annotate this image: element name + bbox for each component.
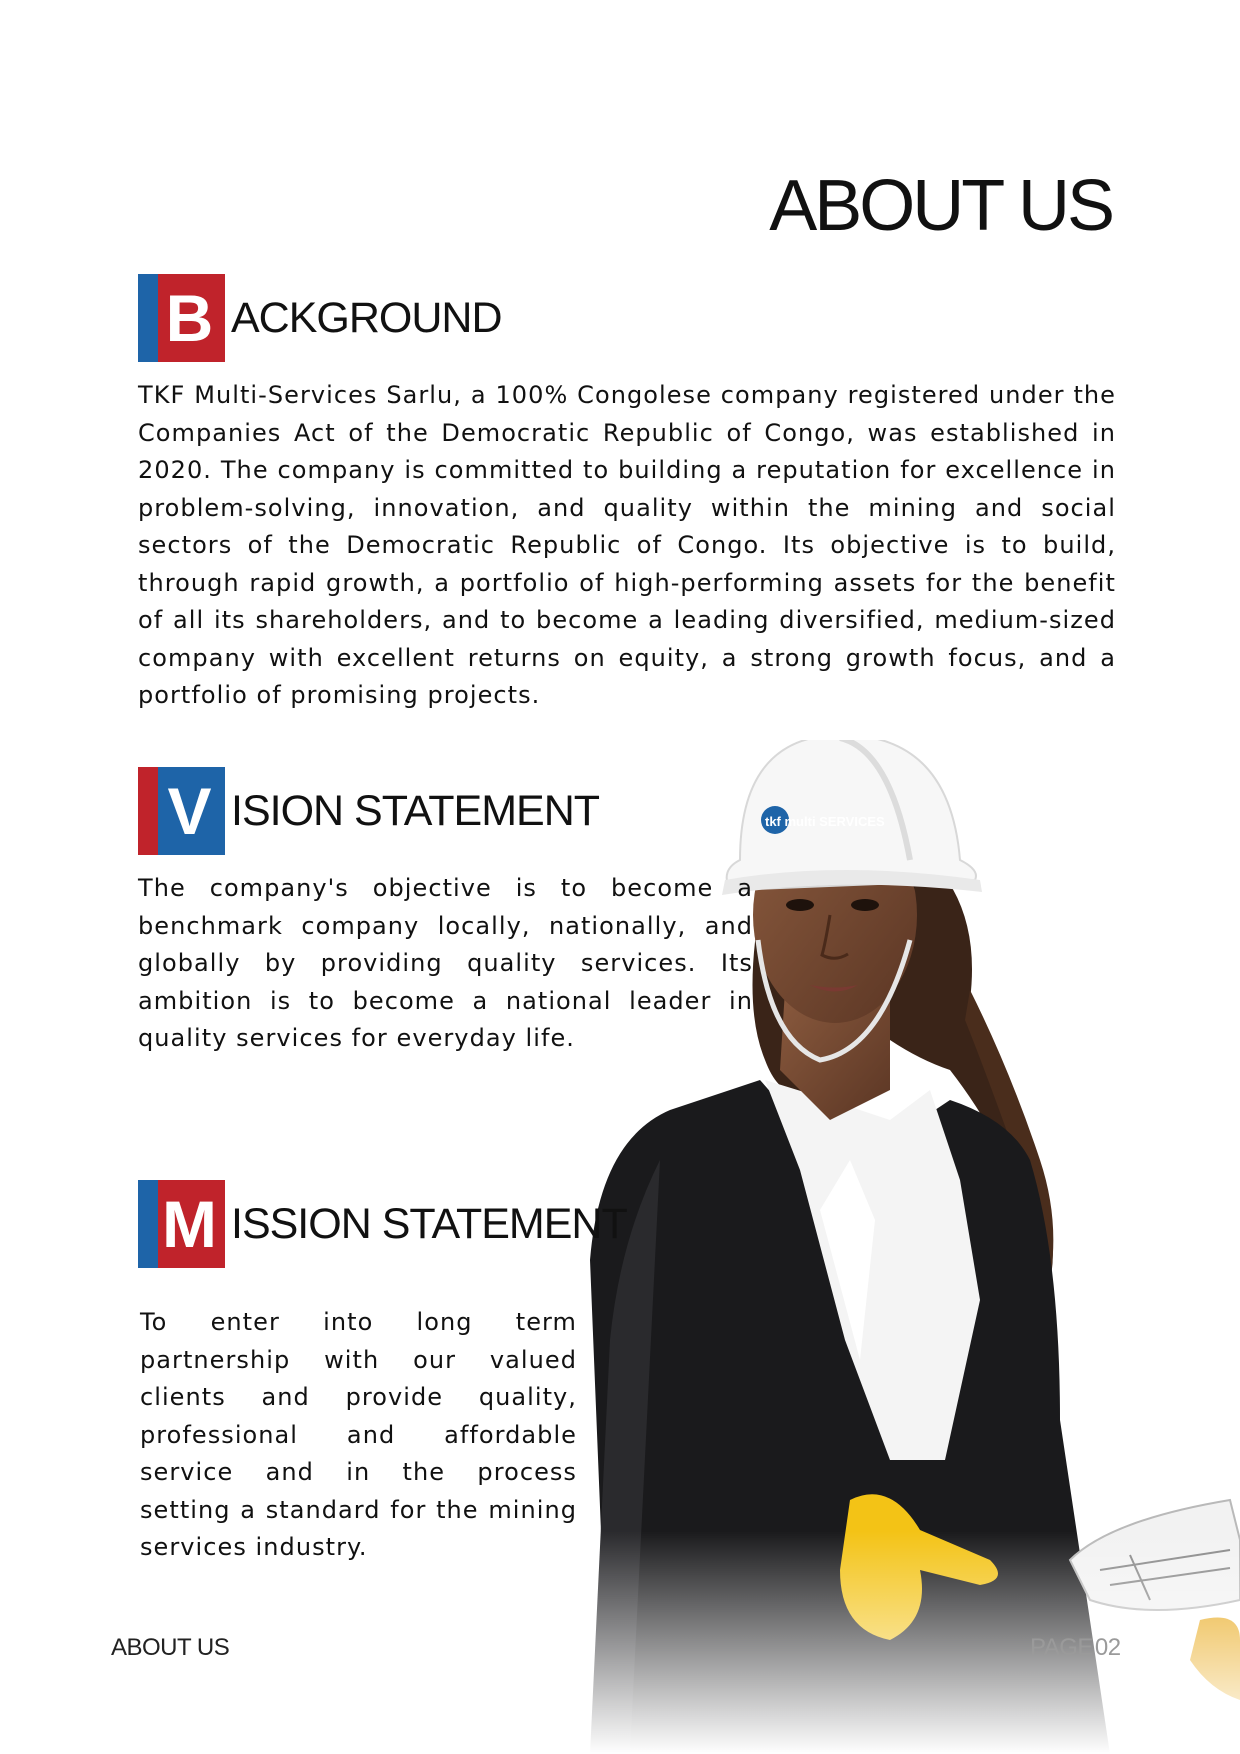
- mission-paragraph: To enter into long term partnership with our valued clients and provide quality, professional and affordable service and in the process setting a standard for the mining services industry.: [140, 1308, 577, 1561]
- page-word: PAGE: [1030, 1634, 1093, 1661]
- background-paragraph: TKF Multi-Services Sarlu, a 100% Congolese company registered under the Companies Act of the Democratic Republic of Congo, was established in 2020. The company is committed to building a reputation for excellence in problem-solving, innovation, and quality within the mining and social sectors of the Democratic Republic of Congo. Its objective is to build, through rapid growth, a portfolio of high-performing assets for the benefit of all its shareholders, and to become a leading diversified, medium-sized company with excellent returns on equity, a strong growth focus, and a portfolio of promising projects.: [138, 381, 1116, 709]
- page-number: [1030, 1634, 1121, 1662]
- vision-paragraph: The company's objective is to become a benchmark company locally, nationally, and globally by providing quality services. Its ambition is to become a national leader in quality services for everyday life.: [138, 874, 753, 1052]
- initial-badge-vision: [138, 767, 225, 855]
- section-heading-vision: [138, 767, 599, 855]
- initial-badge-mission: [138, 1180, 225, 1268]
- initial-letter: M: [162, 1187, 217, 1261]
- initial-letter: B: [165, 281, 214, 355]
- section-heading-text: ISSION STATEMENT: [231, 1200, 627, 1248]
- initial-letter: V: [167, 774, 212, 848]
- section-heading-background: [138, 274, 502, 362]
- section-heading-mission: [138, 1180, 627, 1268]
- section-heading-text: ISION STATEMENT: [231, 787, 600, 835]
- page-number-value: 02: [1094, 1634, 1121, 1661]
- footer-section-label: ABOUT US: [111, 1634, 230, 1661]
- initial-badge-background: [138, 274, 225, 362]
- section-heading-text: ACKGROUND: [231, 294, 502, 342]
- page-title: ABOUT US: [769, 166, 1112, 246]
